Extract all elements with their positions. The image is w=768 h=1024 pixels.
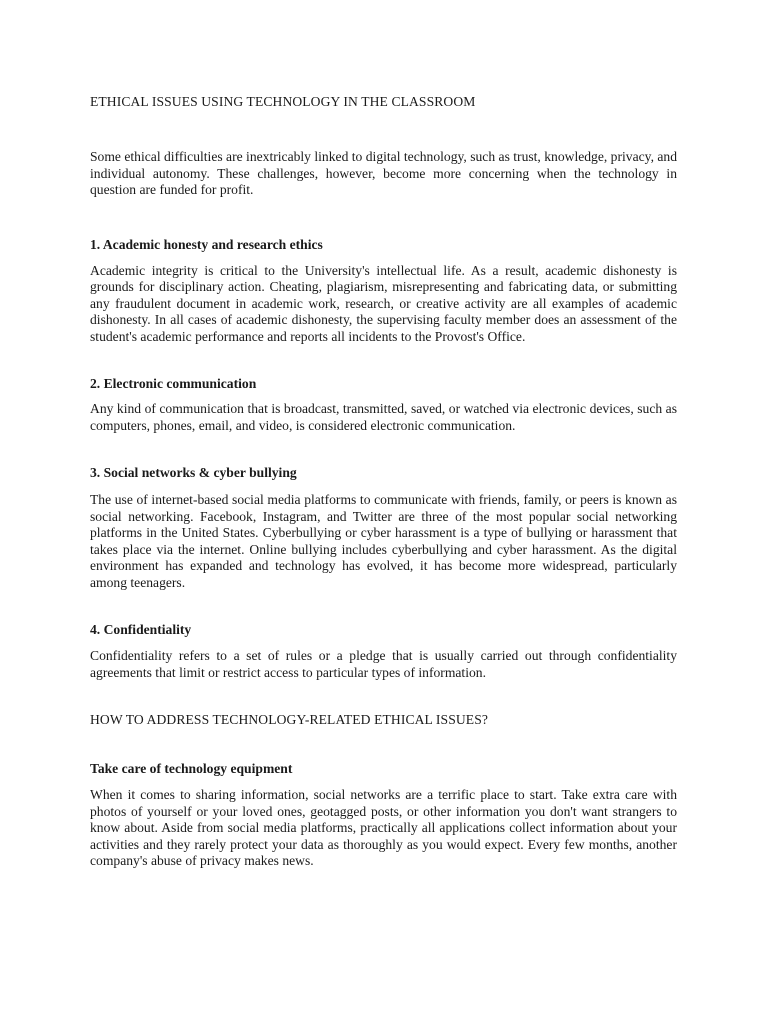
section-body-electronic-communication: Any kind of communication that is broadcast, transmitted, saved, or watched via electronic devices, such as computers, phones, email, and video, is considered electronic communication.	[90, 401, 677, 433]
section-heading-confidentiality: 4. Confidentiality	[90, 622, 192, 637]
section-body-social-networks: The use of internet-based social media platforms to communicate with friends, family, or peers is known as social networking. Facebook, Instagram, and Twitter are three of the most popular social networking platforms in the United States. Cyberbullying or cyber harassment is a type of bullying or harassment that takes place via the internet. Online bullying includes cyberbullying and cyber harassment. As the digital environment has expanded and technology has evolved, it has become more widespread, particularly among teenagers.	[90, 492, 677, 590]
section-heading-electronic-communication: 2. Electronic communication	[90, 376, 257, 391]
section-body-confidentiality: Confidentiality refers to a set of rules or a pledge that is usually carried out through confidentiality agreements that limit or restrict access to particular types of information.	[90, 648, 677, 680]
advice-body: When it comes to sharing information, social networks are a terrific place to start. Take extra care with photos of yourself or your loved ones, geotagged posts, or other information you don't want strangers to know about. Aside from social media platforms, practically all applications collect information about your activities and they rarely protect your data as thoroughly as you would expect. Every few months, another company's abuse of privacy makes news.	[90, 787, 677, 868]
document-title: ETHICAL ISSUES USING TECHNOLOGY IN THE CLASSROOM	[90, 94, 476, 109]
document-body	[90, 93, 677, 870]
intro-paragraph: Some ethical difficulties are inextricably linked to digital technology, such as trust, knowledge, privacy, and individual autonomy. These challenges, however, become more concerning when the technology in question are funded for profit.	[90, 149, 677, 197]
section-heading-social-networks: 3. Social networks & cyber bullying	[90, 465, 297, 480]
advice-heading: Take care of technology equipment	[90, 761, 293, 776]
document-subtitle: HOW TO ADDRESS TECHNOLOGY-RELATED ETHICAL ISSUES?	[90, 712, 488, 727]
section-body-academic-honesty: Academic integrity is critical to the University's intellectual life. As a result, academic dishonesty is grounds for disciplinary action. Cheating, plagiarism, misrepresenting and fabricating data, or submitting any fraudulent document in academic work, research, or creative activity are all examples of academic dishonesty. In all cases of academic dishonesty, the supervising faculty member does an assessment of the student's academic performance and reports all incidents to the Provost's Office.	[90, 262, 677, 344]
section-heading-academic-honesty: 1. Academic honesty and research ethics	[90, 236, 323, 252]
